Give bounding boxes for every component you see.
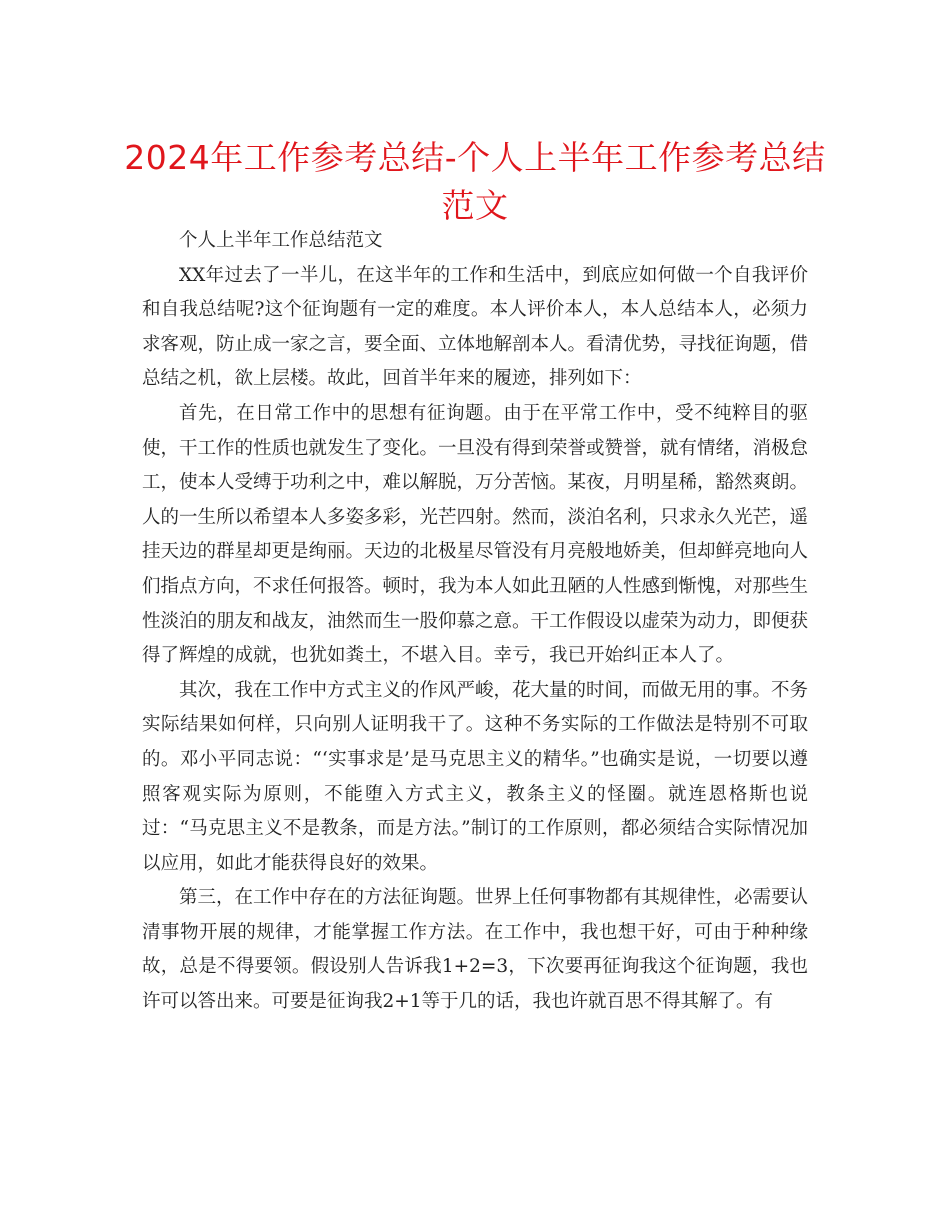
document-subtitle: 个人上半年工作总结范文 <box>179 230 383 251</box>
document-body <box>142 224 808 1020</box>
paragraph-second: 其次，我在工作中方式主义的作风严峻，花大量的时间，而做无用的事。不务实际结果如何样，只向别人证明我干了。这种不务实际的工作做法是特别不可取的。邓小平同志说：“‘实事求是’是马克思主义的精华。”也确实是说，一切要以遵照客观实际为原则，不能堕入方式主义，教条主义的怪圈。就连恩格斯也说过：“马克思主义不是教条，而是方法。”制订的工作原则，都必须结合实际情况加以应用，如此才能获得良好的效果。 <box>142 679 809 874</box>
paragraph-intro: XX年过去了一半儿，在这半年的工作和生活中，到底应如何做一个自我评价和自我总结呢?这个征询题有一定的难度。本人评价本人，本人总结本人，必须力求客观，防止成一家之言，要全面、立体地解剖本人。看清优势，寻找征询题，借总结之机，欲上层楼。故此，回首半年来的履迹，排列如下： <box>142 264 809 390</box>
paragraph-first: 首先，在日常工作中的思想有征询题。由于在平常工作中，受不纯粹目的驱使，干工作的性质也就发生了变化。一旦没有得到荣誉或赞誉，就有情绪，消极怠工，使本人受缚于功利之中，难以解脱，万分苦恼。某夜，月明星稀，豁然爽朗。人的一生所以希望本人多姿多彩，光芒四射。然而，淡泊名利，只求永久光芒，遥挂天边的群星却更是绚丽。天边的北极星尽管没有月亮般地娇美，但却鲜亮地向人们指点方向，不求任何报答。顿时，我为本人如此丑陋的人性感到惭愧，对那些生性淡泊的朋友和战友，油然而生一股仰慕之意。干工作假设以虚荣为动力，即便获得了辉煌的成就，也犹如粪土，不堪入目。幸亏，我已开始纠正本人了。 <box>142 402 809 667</box>
document-title: 2024年工作参考总结-个人上半年工作参考总结范文 <box>124 138 826 225</box>
paragraph-third: 第三，在工作中存在的方法征询题。世界上任何事物都有其规律性，必需要认清事物开展的规律，才能掌握工作方法。在工作中，我也想干好，可由于种种缘故，总是不得要领。假设别人告诉我1+2=3，下次要再征询我这个征询题，我也许可以答出来。可要是征询我2+1等于几的话，我也许就百思不得其解了。有 <box>142 887 809 1013</box>
